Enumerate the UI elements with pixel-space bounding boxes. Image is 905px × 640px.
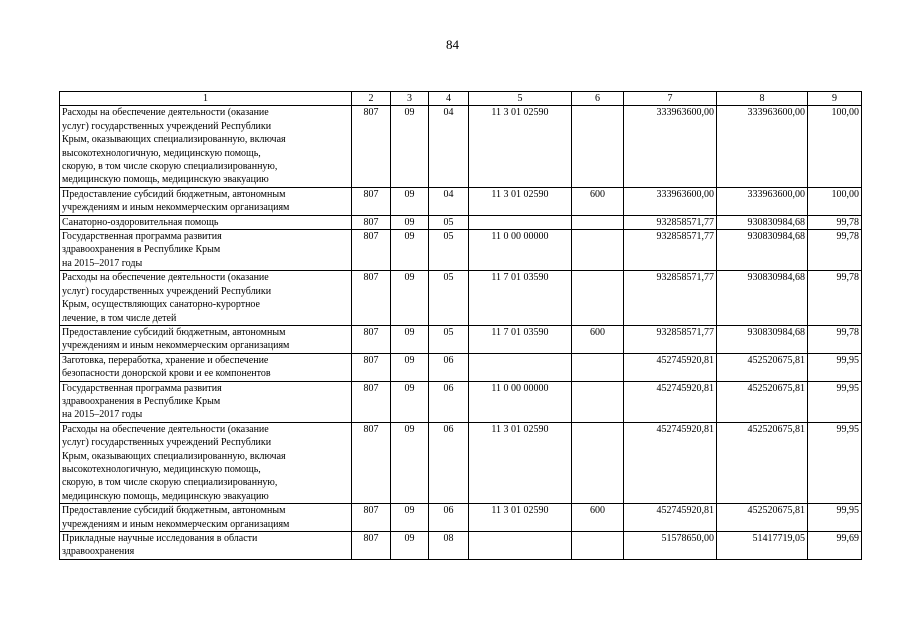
column-header: 2 <box>352 92 391 106</box>
cell-c2: 807 <box>352 325 391 353</box>
description-line: Крым, осуществляющих санаторно-курортное <box>62 299 260 311</box>
cell-c9: 99,69 <box>808 532 862 560</box>
row-description <box>60 504 352 532</box>
cell-c5: 11 3 01 02590 <box>469 106 572 187</box>
cell-c4: 05 <box>429 230 469 271</box>
table-row <box>60 230 862 271</box>
cell-c8: 930830984,68 <box>717 230 808 271</box>
cell-c5 <box>469 353 572 381</box>
cell-c8: 452520675,81 <box>717 381 808 422</box>
cell-c3: 09 <box>391 504 429 532</box>
table-row <box>60 353 862 381</box>
cell-c2: 807 <box>352 230 391 271</box>
row-description <box>60 532 352 560</box>
page-number: 84 <box>446 37 459 52</box>
description-line: высокотехнологичную, медицинскую помощь, <box>62 463 261 475</box>
row-description <box>60 215 352 229</box>
description-line: Крым, оказывающих специализированную, включая <box>62 134 286 146</box>
table-row <box>60 106 862 187</box>
cell-c5: 11 3 01 02590 <box>469 504 572 532</box>
cell-c2: 807 <box>352 532 391 560</box>
description-line: здравоохранения в Республике Крым <box>62 395 221 407</box>
description-line: Санаторно-оздоровительная помощь <box>62 216 219 228</box>
cell-c9: 100,00 <box>808 187 862 215</box>
column-header: 8 <box>717 92 808 106</box>
cell-c4: 06 <box>429 353 469 381</box>
table-row <box>60 325 862 353</box>
row-description <box>60 381 352 422</box>
description-line: учреждениям и иным некоммерческим организациям <box>62 202 290 214</box>
cell-c9: 99,95 <box>808 422 862 503</box>
cell-c2: 807 <box>352 504 391 532</box>
cell-c8: 333963600,00 <box>717 187 808 215</box>
cell-c9: 99,78 <box>808 325 862 353</box>
cell-c2: 807 <box>352 187 391 215</box>
cell-c6: 600 <box>572 504 624 532</box>
budget-table <box>59 91 862 560</box>
description-line: учреждениям и иным некоммерческим организациям <box>62 340 290 352</box>
column-header: 9 <box>808 92 862 106</box>
cell-c9: 100,00 <box>808 106 862 187</box>
row-description <box>60 325 352 353</box>
cell-c2: 807 <box>352 353 391 381</box>
column-header: 5 <box>469 92 572 106</box>
cell-c4: 04 <box>429 106 469 187</box>
cell-c9: 99,78 <box>808 215 862 229</box>
description-line: услуг) государственных учреждений Республики <box>62 285 272 297</box>
cell-c2: 807 <box>352 106 391 187</box>
cell-c2: 807 <box>352 381 391 422</box>
cell-c3: 09 <box>391 230 429 271</box>
cell-c3: 09 <box>391 353 429 381</box>
description-line: здравоохранения <box>62 546 135 558</box>
description-line: медицинскую помощь, медицинскую эвакуацию <box>62 174 269 186</box>
cell-c8: 930830984,68 <box>717 215 808 229</box>
description-line: услуг) государственных учреждений Республики <box>62 437 272 449</box>
cell-c6 <box>572 215 624 229</box>
cell-c4: 04 <box>429 187 469 215</box>
description-line: скорую, в том числе скорую специализированную, <box>62 477 278 489</box>
column-header: 3 <box>391 92 429 106</box>
table-row <box>60 215 862 229</box>
cell-c7: 333963600,00 <box>624 106 717 187</box>
cell-c5: 11 0 00 00000 <box>469 381 572 422</box>
cell-c4: 06 <box>429 504 469 532</box>
table-row <box>60 271 862 326</box>
cell-c3: 09 <box>391 422 429 503</box>
cell-c6: 600 <box>572 187 624 215</box>
row-description <box>60 353 352 381</box>
description-line: на 2015–2017 годы <box>62 257 143 269</box>
table-row <box>60 504 862 532</box>
description-line: Прикладные научные исследования в области <box>62 533 258 544</box>
description-line: безопасности донорской крови и ее компонентов <box>62 368 271 380</box>
cell-c7: 51578650,00 <box>624 532 717 560</box>
cell-c3: 09 <box>391 325 429 353</box>
cell-c2: 807 <box>352 271 391 326</box>
cell-c3: 09 <box>391 381 429 422</box>
description-line: скорую, в том числе скорую специализированную, <box>62 161 278 173</box>
cell-c7: 452745920,81 <box>624 504 717 532</box>
description-line: Государственная программа развития <box>62 231 222 243</box>
description-line: Крым, оказывающих специализированную, включая <box>62 450 286 462</box>
cell-c3: 09 <box>391 106 429 187</box>
cell-c5: 11 7 01 03590 <box>469 271 572 326</box>
cell-c6 <box>572 532 624 560</box>
description-line: лечение, в том числе детей <box>62 312 177 324</box>
column-header: 1 <box>60 92 352 106</box>
cell-c2: 807 <box>352 422 391 503</box>
cell-c8: 452520675,81 <box>717 353 808 381</box>
table-body <box>60 106 862 559</box>
cell-c5: 11 0 00 00000 <box>469 230 572 271</box>
cell-c7: 452745920,81 <box>624 381 717 422</box>
cell-c3: 09 <box>391 532 429 560</box>
description-line: Предоставление субсидий бюджетным, автономным <box>62 188 286 200</box>
cell-c6 <box>572 230 624 271</box>
cell-c4: 05 <box>429 215 469 229</box>
cell-c2: 807 <box>352 215 391 229</box>
cell-c9: 99,78 <box>808 230 862 271</box>
cell-c4: 05 <box>429 271 469 326</box>
cell-c8: 930830984,68 <box>717 325 808 353</box>
cell-c7: 932858571,77 <box>624 271 717 326</box>
description-line: Заготовка, переработка, хранение и обеспечение <box>62 354 269 366</box>
cell-c7: 452745920,81 <box>624 422 717 503</box>
description-line: медицинскую помощь, медицинскую эвакуацию <box>62 490 269 502</box>
cell-c7: 452745920,81 <box>624 353 717 381</box>
cell-c9: 99,95 <box>808 353 862 381</box>
cell-c6 <box>572 353 624 381</box>
column-header: 7 <box>624 92 717 106</box>
header-row <box>60 92 862 106</box>
cell-c5 <box>469 532 572 560</box>
cell-c7: 932858571,77 <box>624 215 717 229</box>
cell-c4: 05 <box>429 325 469 353</box>
table-row <box>60 532 862 560</box>
cell-c3: 09 <box>391 215 429 229</box>
cell-c5: 11 3 01 02590 <box>469 422 572 503</box>
row-description <box>60 271 352 326</box>
cell-c5 <box>469 215 572 229</box>
row-description <box>60 422 352 503</box>
row-description <box>60 187 352 215</box>
description-line: учреждениям и иным некоммерческим организациям <box>62 518 290 530</box>
description-line: здравоохранения в Республике Крым <box>62 244 221 256</box>
cell-c8: 452520675,81 <box>717 422 808 503</box>
table-row <box>60 381 862 422</box>
description-line: Расходы на обеспечение деятельности (оказание <box>62 423 269 435</box>
description-line: на 2015–2017 годы <box>62 409 143 421</box>
cell-c6 <box>572 106 624 187</box>
row-description <box>60 230 352 271</box>
description-line: высокотехнологичную, медицинскую помощь, <box>62 147 261 159</box>
description-line: услуг) государственных учреждений Республики <box>62 120 272 132</box>
description-line: Расходы на обеспечение деятельности (оказание <box>62 107 269 119</box>
cell-c6: 600 <box>572 325 624 353</box>
cell-c9: 99,78 <box>808 271 862 326</box>
cell-c3: 09 <box>391 187 429 215</box>
description-line: Расходы на обеспечение деятельности (оказание <box>62 272 269 284</box>
cell-c9: 99,95 <box>808 504 862 532</box>
column-header: 4 <box>429 92 469 106</box>
description-line: Государственная программа развития <box>62 382 222 394</box>
cell-c6 <box>572 422 624 503</box>
cell-c4: 06 <box>429 422 469 503</box>
cell-c8: 333963600,00 <box>717 106 808 187</box>
description-line: Предоставление субсидий бюджетным, автономным <box>62 505 286 517</box>
description-line: Предоставление субсидий бюджетным, автономным <box>62 326 286 338</box>
cell-c3: 09 <box>391 271 429 326</box>
cell-c5: 11 7 01 03590 <box>469 325 572 353</box>
cell-c5: 11 3 01 02590 <box>469 187 572 215</box>
cell-c8: 930830984,68 <box>717 271 808 326</box>
cell-c6 <box>572 381 624 422</box>
column-header: 6 <box>572 92 624 106</box>
cell-c9: 99,95 <box>808 381 862 422</box>
cell-c7: 932858571,77 <box>624 230 717 271</box>
cell-c7: 333963600,00 <box>624 187 717 215</box>
cell-c4: 08 <box>429 532 469 560</box>
cell-c7: 932858571,77 <box>624 325 717 353</box>
cell-c8: 452520675,81 <box>717 504 808 532</box>
table-row <box>60 422 862 503</box>
table-row <box>60 187 862 215</box>
cell-c8: 51417719,05 <box>717 532 808 560</box>
cell-c6 <box>572 271 624 326</box>
row-description <box>60 106 352 187</box>
cell-c4: 06 <box>429 381 469 422</box>
